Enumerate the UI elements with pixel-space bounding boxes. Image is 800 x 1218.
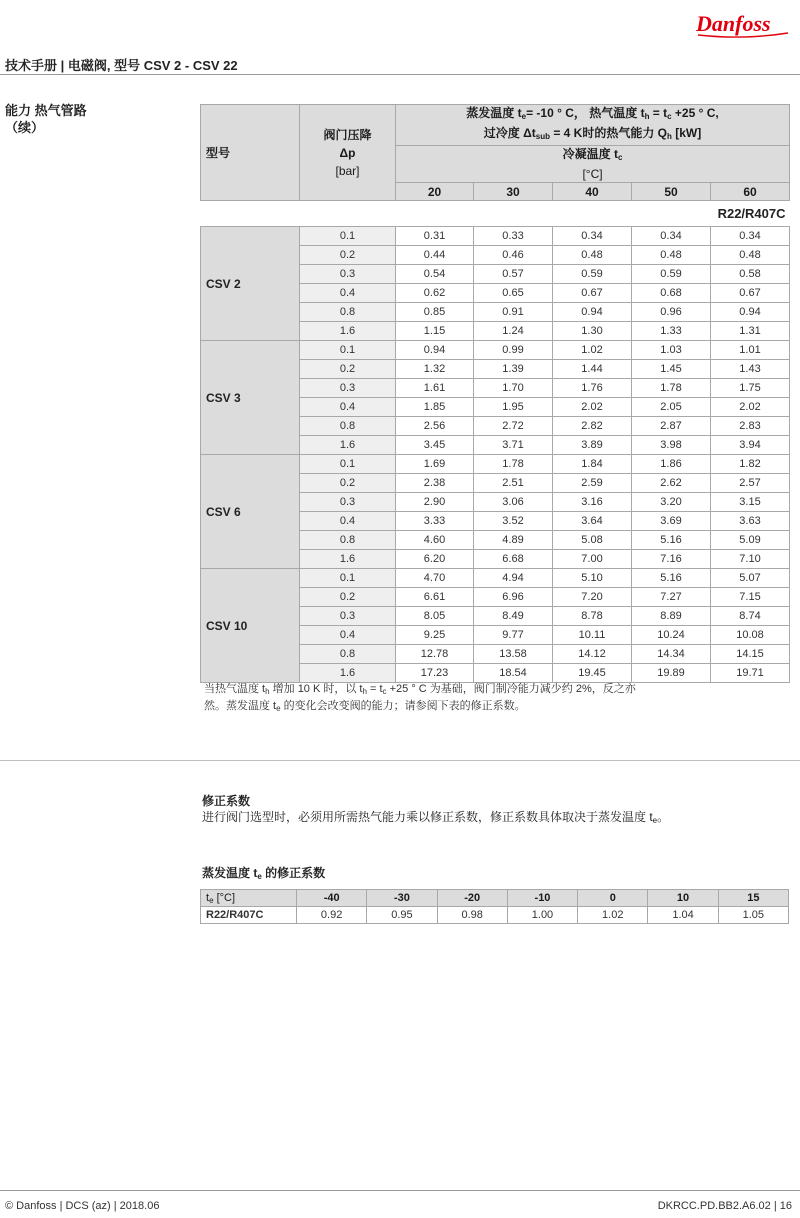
temp-col-40: 40 — [553, 183, 632, 201]
capacity-value-cell: 1.45 — [632, 360, 711, 379]
pressure-drop-cell: 0.8 — [300, 645, 396, 664]
capacity-value-cell: 6.68 — [474, 550, 553, 569]
capacity-value-cell: 9.25 — [396, 626, 474, 645]
capacity-value-cell: 5.16 — [632, 569, 711, 588]
refrigerant-label: R22/R407C — [201, 201, 790, 227]
capacity-value-cell: 0.34 — [553, 227, 632, 246]
correction-factor-cell: 0.92 — [297, 907, 367, 924]
capacity-value-cell: 8.05 — [396, 607, 474, 626]
section-divider — [0, 760, 800, 761]
capacity-value-cell: 3.15 — [711, 493, 790, 512]
evap-temp-header: -10 — [507, 890, 577, 907]
evap-temp-header: -20 — [437, 890, 507, 907]
evap-temp-header: 0 — [578, 890, 648, 907]
model-cell: CSV 10 — [201, 569, 300, 683]
capacity-value-cell: 2.57 — [711, 474, 790, 493]
col-header-pressure-drop — [300, 105, 396, 201]
correction-row-label: R22/R407C — [201, 907, 297, 924]
capacity-value-cell: 3.06 — [474, 493, 553, 512]
capacity-value-cell: 3.33 — [396, 512, 474, 531]
capacity-note: 当热气温度 $t_h$ 增加 10 K 时，以 $t_h = t_c +25$ ° C 为基础，阀门制冷能力减少约 2%，反之亦 然。蒸发温度 $t_e$ 的变化会改变阀的能力；请参阅下表的修正系数。 — [204, 683, 636, 713]
capacity-value-cell: 0.48 — [553, 246, 632, 265]
capacity-value-cell: 0.67 — [711, 284, 790, 303]
pressure-drop-cell: 0.3 — [300, 607, 396, 626]
capacity-value-cell: 1.82 — [711, 455, 790, 474]
pressure-drop-cell: 0.1 — [300, 569, 396, 588]
pressure-drop-cell: 0.2 — [300, 588, 396, 607]
capacity-value-cell: 1.78 — [474, 455, 553, 474]
capacity-value-cell: 2.83 — [711, 417, 790, 436]
capacity-value-cell: 0.65 — [474, 284, 553, 303]
capacity-value-cell: 3.16 — [553, 493, 632, 512]
capacity-value-cell: 0.57 — [474, 265, 553, 284]
capacity-value-cell: 8.78 — [553, 607, 632, 626]
pressure-drop-cell: 0.8 — [300, 531, 396, 550]
capacity-value-cell: 2.56 — [396, 417, 474, 436]
conditions-line2: 过冷度 $\Delta t_{sub} = 4$ K时的热气能力 $Q_h$ [kW] — [483, 126, 702, 141]
correction-description: 进行阀门选型时，必须用所需热气能力乘以修正系数，修正系数具体取决于蒸发温度 $t_e$。 — [202, 810, 670, 825]
pressure-drop-cell: 1.6 — [300, 664, 396, 683]
capacity-value-cell: 10.08 — [711, 626, 790, 645]
capacity-value-cell: 7.10 — [711, 550, 790, 569]
capacity-conditions-header — [396, 105, 790, 146]
correction-factor-cell: 1.04 — [648, 907, 718, 924]
capacity-value-cell: 1.84 — [553, 455, 632, 474]
model-cell: CSV 3 — [201, 341, 300, 455]
temp-col-30: 30 — [474, 183, 553, 201]
capacity-value-cell: 8.49 — [474, 607, 553, 626]
correction-factor-cell: 1.02 — [578, 907, 648, 924]
capacity-value-cell: 3.89 — [553, 436, 632, 455]
capacity-value-cell: 7.20 — [553, 588, 632, 607]
capacity-value-cell: 1.15 — [396, 322, 474, 341]
capacity-value-cell: 2.02 — [711, 398, 790, 417]
evap-temp-header: -40 — [297, 890, 367, 907]
capacity-value-cell: 0.48 — [632, 246, 711, 265]
capacity-value-cell: 5.07 — [711, 569, 790, 588]
capacity-value-cell: 7.16 — [632, 550, 711, 569]
dp-line2: Δp — [339, 145, 356, 160]
pressure-drop-cell: 0.4 — [300, 398, 396, 417]
pressure-drop-cell: 0.3 — [300, 493, 396, 512]
capacity-value-cell: 1.02 — [553, 341, 632, 360]
capacity-value-cell: 1.01 — [711, 341, 790, 360]
capacity-value-cell: 2.87 — [632, 417, 711, 436]
capacity-value-cell: 5.09 — [711, 531, 790, 550]
section-label — [5, 102, 87, 136]
capacity-value-cell: 1.31 — [711, 322, 790, 341]
correction-factor-cell: 1.05 — [718, 907, 788, 924]
capacity-value-cell: 2.02 — [553, 398, 632, 417]
capacity-value-cell: 6.20 — [396, 550, 474, 569]
pressure-drop-cell: 1.6 — [300, 550, 396, 569]
condensing-temp-header: 冷凝温度 $t_c$ [°C] — [396, 146, 790, 183]
capacity-value-cell: 0.59 — [553, 265, 632, 284]
capacity-value-cell: 1.32 — [396, 360, 474, 379]
capacity-value-cell: 14.15 — [711, 645, 790, 664]
capacity-value-cell: 17.23 — [396, 664, 474, 683]
capacity-value-cell: 19.45 — [553, 664, 632, 683]
capacity-value-cell: 1.95 — [474, 398, 553, 417]
model-cell: CSV 2 — [201, 227, 300, 341]
capacity-value-cell: 0.67 — [553, 284, 632, 303]
temp-col-60: 60 — [711, 183, 790, 201]
capacity-value-cell: 5.08 — [553, 531, 632, 550]
capacity-value-cell: 2.59 — [553, 474, 632, 493]
capacity-value-cell: 4.70 — [396, 569, 474, 588]
correction-table-title: 蒸发温度 $t_e$ 的修正系数 — [202, 866, 326, 881]
capacity-value-cell: 2.51 — [474, 474, 553, 493]
capacity-row — [201, 569, 790, 588]
capacity-value-cell: 0.33 — [474, 227, 553, 246]
capacity-value-cell: 2.38 — [396, 474, 474, 493]
capacity-value-cell: 1.44 — [553, 360, 632, 379]
capacity-value-cell: 1.24 — [474, 322, 553, 341]
pressure-drop-cell: 1.6 — [300, 322, 396, 341]
pressure-drop-cell: 0.1 — [300, 227, 396, 246]
pressure-drop-cell: 0.2 — [300, 246, 396, 265]
pressure-drop-cell: 0.2 — [300, 474, 396, 493]
temp-col-50: 50 — [632, 183, 711, 201]
capacity-value-cell: 1.75 — [711, 379, 790, 398]
capacity-value-cell: 3.52 — [474, 512, 553, 531]
capacity-value-cell: 0.91 — [474, 303, 553, 322]
capacity-value-cell: 3.45 — [396, 436, 474, 455]
capacity-value-cell: 0.59 — [632, 265, 711, 284]
capacity-value-cell: 3.69 — [632, 512, 711, 531]
pressure-drop-cell: 0.8 — [300, 303, 396, 322]
capacity-value-cell: 1.69 — [396, 455, 474, 474]
capacity-value-cell: 5.10 — [553, 569, 632, 588]
capacity-value-cell: 3.64 — [553, 512, 632, 531]
temp-col-20: 20 — [396, 183, 474, 201]
capacity-value-cell: 1.30 — [553, 322, 632, 341]
capacity-value-cell: 0.96 — [632, 303, 711, 322]
document-header-title: 技术手册 | 电磁阀, 型号 CSV 2 - CSV 22 — [5, 58, 238, 73]
correction-factor-cell: 0.95 — [367, 907, 437, 924]
evap-temp-header: -30 — [367, 890, 437, 907]
capacity-value-cell: 7.27 — [632, 588, 711, 607]
correction-factor-cell: 0.98 — [437, 907, 507, 924]
dp-unit: [bar] — [335, 163, 360, 178]
col-header-model: 型号 — [201, 105, 300, 201]
pressure-drop-cell: 0.4 — [300, 512, 396, 531]
pressure-drop-cell: 0.4 — [300, 626, 396, 645]
capacity-row — [201, 227, 790, 246]
capacity-row — [201, 341, 790, 360]
correction-header-label: $t_e$ [°C] — [201, 890, 297, 907]
correction-factor-cell: 1.00 — [507, 907, 577, 924]
capacity-value-cell: 0.62 — [396, 284, 474, 303]
capacity-value-cell: 2.72 — [474, 417, 553, 436]
capacity-value-cell: 13.58 — [474, 645, 553, 664]
capacity-value-cell: 1.39 — [474, 360, 553, 379]
logo-wordmark: Danfoss — [696, 11, 771, 36]
danfoss-logo — [694, 4, 792, 40]
capacity-value-cell: 1.85 — [396, 398, 474, 417]
capacity-value-cell: 3.94 — [711, 436, 790, 455]
capacity-value-cell: 12.78 — [396, 645, 474, 664]
footer-copyright: © Danfoss | DCS (az) | 2018.06 — [5, 1200, 160, 1212]
pressure-drop-cell: 0.2 — [300, 360, 396, 379]
capacity-value-cell: 10.24 — [632, 626, 711, 645]
correction-title: 修正系数 — [202, 794, 251, 808]
capacity-value-cell: 2.82 — [553, 417, 632, 436]
capacity-value-cell: 3.63 — [711, 512, 790, 531]
capacity-value-cell: 1.78 — [632, 379, 711, 398]
capacity-value-cell: 2.90 — [396, 493, 474, 512]
capacity-value-cell: 0.94 — [553, 303, 632, 322]
capacity-value-cell: 4.60 — [396, 531, 474, 550]
capacity-value-cell: 4.89 — [474, 531, 553, 550]
pressure-drop-cell: 0.3 — [300, 265, 396, 284]
section-label-line1: 能力 热气管路 — [5, 103, 87, 118]
capacity-value-cell: 8.74 — [711, 607, 790, 626]
capacity-value-cell: 0.94 — [711, 303, 790, 322]
footer-divider — [0, 1190, 800, 1191]
capacity-value-cell: 6.96 — [474, 588, 553, 607]
capacity-row — [201, 455, 790, 474]
evap-temp-header: 15 — [718, 890, 788, 907]
capacity-value-cell: 4.94 — [474, 569, 553, 588]
correction-factor-table — [200, 889, 789, 924]
capacity-value-cell: 18.54 — [474, 664, 553, 683]
model-cell: CSV 6 — [201, 455, 300, 569]
capacity-value-cell: 0.58 — [711, 265, 790, 284]
capacity-table — [200, 104, 790, 683]
capacity-value-cell: 3.71 — [474, 436, 553, 455]
capacity-value-cell: 0.48 — [711, 246, 790, 265]
capacity-value-cell: 7.00 — [553, 550, 632, 569]
capacity-value-cell: 0.34 — [632, 227, 711, 246]
dp-line1: 阀门压降 — [323, 127, 372, 142]
pressure-drop-cell: 0.8 — [300, 417, 396, 436]
capacity-value-cell: 7.15 — [711, 588, 790, 607]
footer-document-code: DKRCC.PD.BB2.A6.02 | 16 — [657, 1200, 792, 1212]
capacity-value-cell: 1.03 — [632, 341, 711, 360]
capacity-value-cell: 3.98 — [632, 436, 711, 455]
capacity-value-cell: 0.94 — [396, 341, 474, 360]
capacity-value-cell: 2.05 — [632, 398, 711, 417]
pressure-drop-cell: 1.6 — [300, 436, 396, 455]
capacity-value-cell: 19.89 — [632, 664, 711, 683]
pressure-drop-cell: 0.1 — [300, 341, 396, 360]
capacity-value-cell: 1.86 — [632, 455, 711, 474]
capacity-value-cell: 1.43 — [711, 360, 790, 379]
capacity-value-cell: 1.76 — [553, 379, 632, 398]
capacity-value-cell: 0.85 — [396, 303, 474, 322]
header-divider — [0, 74, 800, 75]
capacity-value-cell: 5.16 — [632, 531, 711, 550]
pressure-drop-cell: 0.3 — [300, 379, 396, 398]
evap-temp-header: 10 — [648, 890, 718, 907]
capacity-value-cell: 0.54 — [396, 265, 474, 284]
capacity-value-cell: 2.62 — [632, 474, 711, 493]
capacity-value-cell: 9.77 — [474, 626, 553, 645]
capacity-value-cell: 0.44 — [396, 246, 474, 265]
section-label-line2: （续） — [5, 120, 45, 135]
pressure-drop-cell: 0.4 — [300, 284, 396, 303]
capacity-value-cell: 0.68 — [632, 284, 711, 303]
capacity-value-cell: 19.71 — [711, 664, 790, 683]
capacity-value-cell: 14.34 — [632, 645, 711, 664]
capacity-value-cell: 6.61 — [396, 588, 474, 607]
pressure-drop-cell: 0.1 — [300, 455, 396, 474]
capacity-value-cell: 0.46 — [474, 246, 553, 265]
capacity-value-cell: 1.61 — [396, 379, 474, 398]
capacity-value-cell: 0.99 — [474, 341, 553, 360]
capacity-value-cell: 14.12 — [553, 645, 632, 664]
capacity-value-cell: 3.20 — [632, 493, 711, 512]
capacity-value-cell: 1.70 — [474, 379, 553, 398]
capacity-value-cell: 1.33 — [632, 322, 711, 341]
capacity-value-cell: 0.34 — [711, 227, 790, 246]
capacity-value-cell: 10.11 — [553, 626, 632, 645]
conditions-line1: 蒸发温度 $t_e= -10$ ° C， 热气温度 $t_h = t_c +25$ ° C, — [466, 106, 719, 121]
capacity-value-cell: 8.89 — [632, 607, 711, 626]
capacity-value-cell: 0.31 — [396, 227, 474, 246]
